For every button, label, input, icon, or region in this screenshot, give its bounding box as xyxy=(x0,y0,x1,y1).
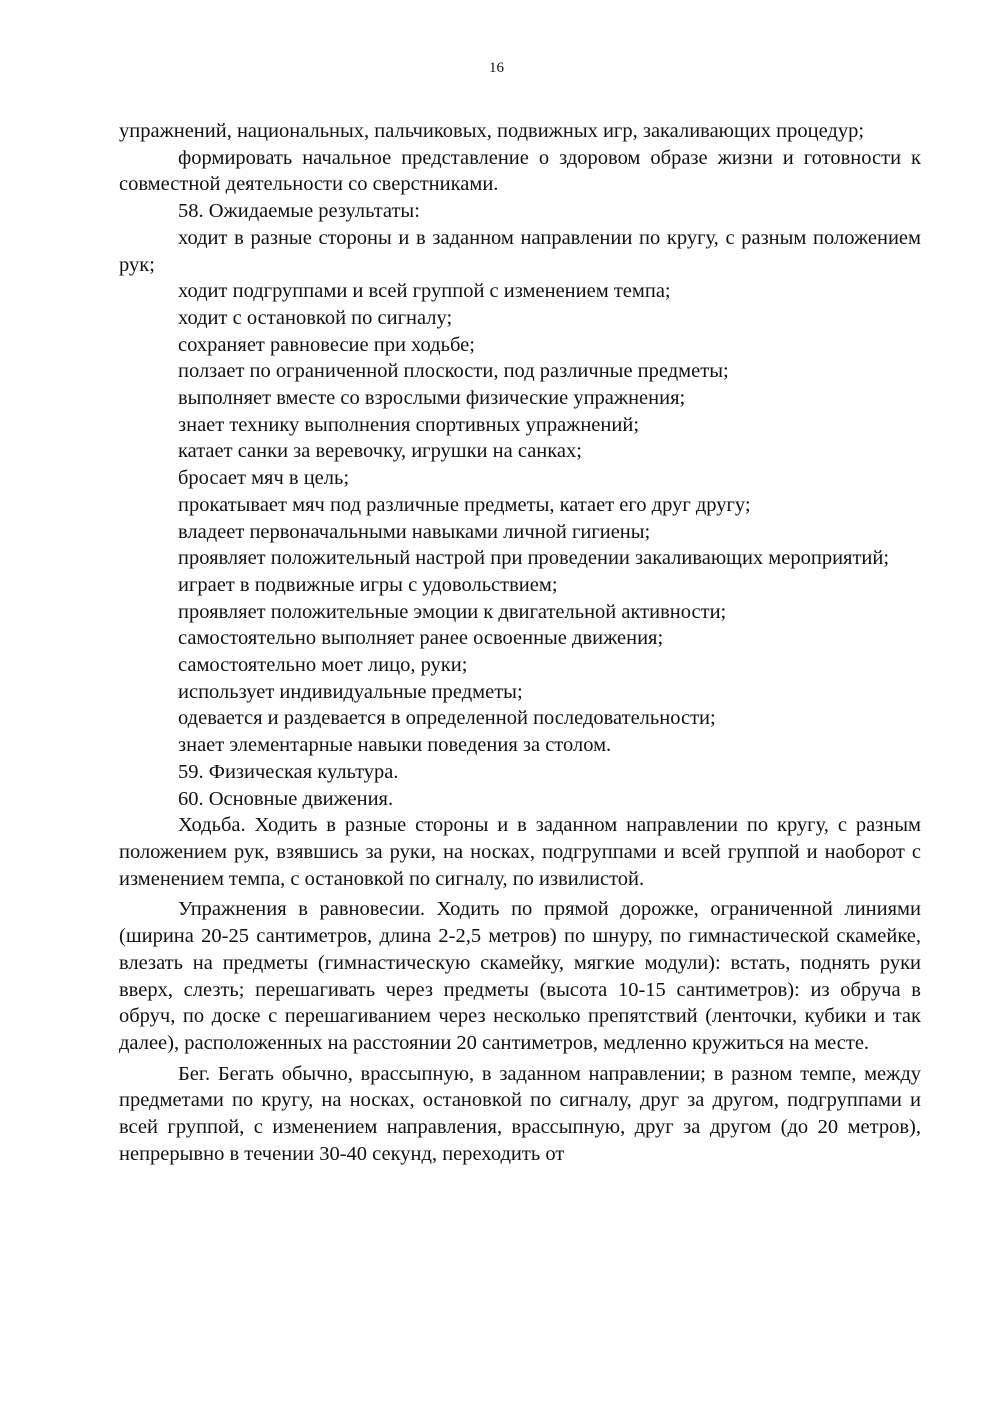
list-item: бросает мяч в цель; xyxy=(178,467,350,490)
list-item: одевается и раздевается в определенной последовательности; xyxy=(178,707,716,730)
page-number: 16 xyxy=(489,60,504,76)
list-item: знает элементарные навыки поведения за столом. xyxy=(178,734,612,757)
list-item: проявляет положительные эмоции к двигательной активности; xyxy=(178,600,727,623)
list-item: сохраняет равновесие при ходьбе; xyxy=(178,333,475,356)
section-heading: 59. Физическая культура. xyxy=(178,760,399,783)
list-item: самостоятельно выполняет ранее освоенные движения; xyxy=(178,627,664,650)
list-item: ходит с остановкой по сигналу; xyxy=(178,306,453,329)
list-item: владеет первоначальными навыками личной гигиены; xyxy=(178,520,651,543)
list-item: самостоятельно моет лицо, руки; xyxy=(178,654,468,677)
paragraph: Бег. Бегать обычно, врассыпную, в заданном направлении; в разном темпе, между предметами по кругу, на носках, остановкой по сигналу, друг за другом, подгруппами и всей группой, с изменением направления, врассыпную, друг за другом (до 20 метров), непрерывно в течении 30-40 секунд, переходить от xyxy=(119,1062,921,1165)
list-item: прокатывает мяч под различные предметы, катает его друг другу; xyxy=(178,493,751,516)
list-item: играет в подвижные игры с удовольствием; xyxy=(178,573,558,596)
list-item: выполняет вместе со взрослыми физические упражнения; xyxy=(178,387,686,410)
paragraph: упражнений, национальных, пальчиковых, подвижных игр, закаливающих процедур; xyxy=(119,120,865,142)
paragraph: Упражнения в равновесии. Ходить по прямой дорожке, ограниченной линиями (ширина 20-25 сантиметров, длина 2-2,5 метров) по шнуру, по гимнастической скамейке, влезать на предметы (гимнастическую скамейку, мягкие модули): встать, поднять руки вверх, слезть; перешагивать через предметы (высота 10-15 сантиметров): из обруча в обруч, по доске с перешагиванием через несколько препятствий (ленточки, кубики и так далее), расположенных на расстоянии 20 сантиметров, медленно кружиться на месте. xyxy=(119,898,921,1054)
paragraph: Ходьба. Ходить в разные стороны и в заданном направлении по кругу, с разным положением рук, взявшись за руки, на носках, подгруппами и всей группой и наоборот с изменением темпа, с остановкой по сигналу, по извилистой. xyxy=(119,814,921,890)
section-heading: 58. Ожидаемые результаты: xyxy=(178,200,420,223)
list-item: проявляет положительный настрой при проведении закаливающих мероприятий; xyxy=(178,547,890,570)
list-item: ползает по ограниченной плоскости, под различные предметы; xyxy=(178,360,729,383)
paragraph: формировать начальное представление о здоровом образе жизни и готовности к совместной деятельности со сверстниками. xyxy=(119,146,921,196)
list-item: использует индивидуальные предметы; xyxy=(178,680,523,703)
list-item: знает технику выполнения спортивных упражнений; xyxy=(178,413,640,436)
list-item: катает санки за веревочку, игрушки на санках; xyxy=(178,440,582,463)
document-body xyxy=(119,118,921,1167)
section-heading: 60. Основные движения. xyxy=(178,787,394,810)
list-item: ходит подгруппами и всей группой с изменением темпа; xyxy=(178,280,671,303)
list-item: ходит в разные стороны и в заданном направлении по кругу, с разным положением рук; xyxy=(119,226,921,276)
